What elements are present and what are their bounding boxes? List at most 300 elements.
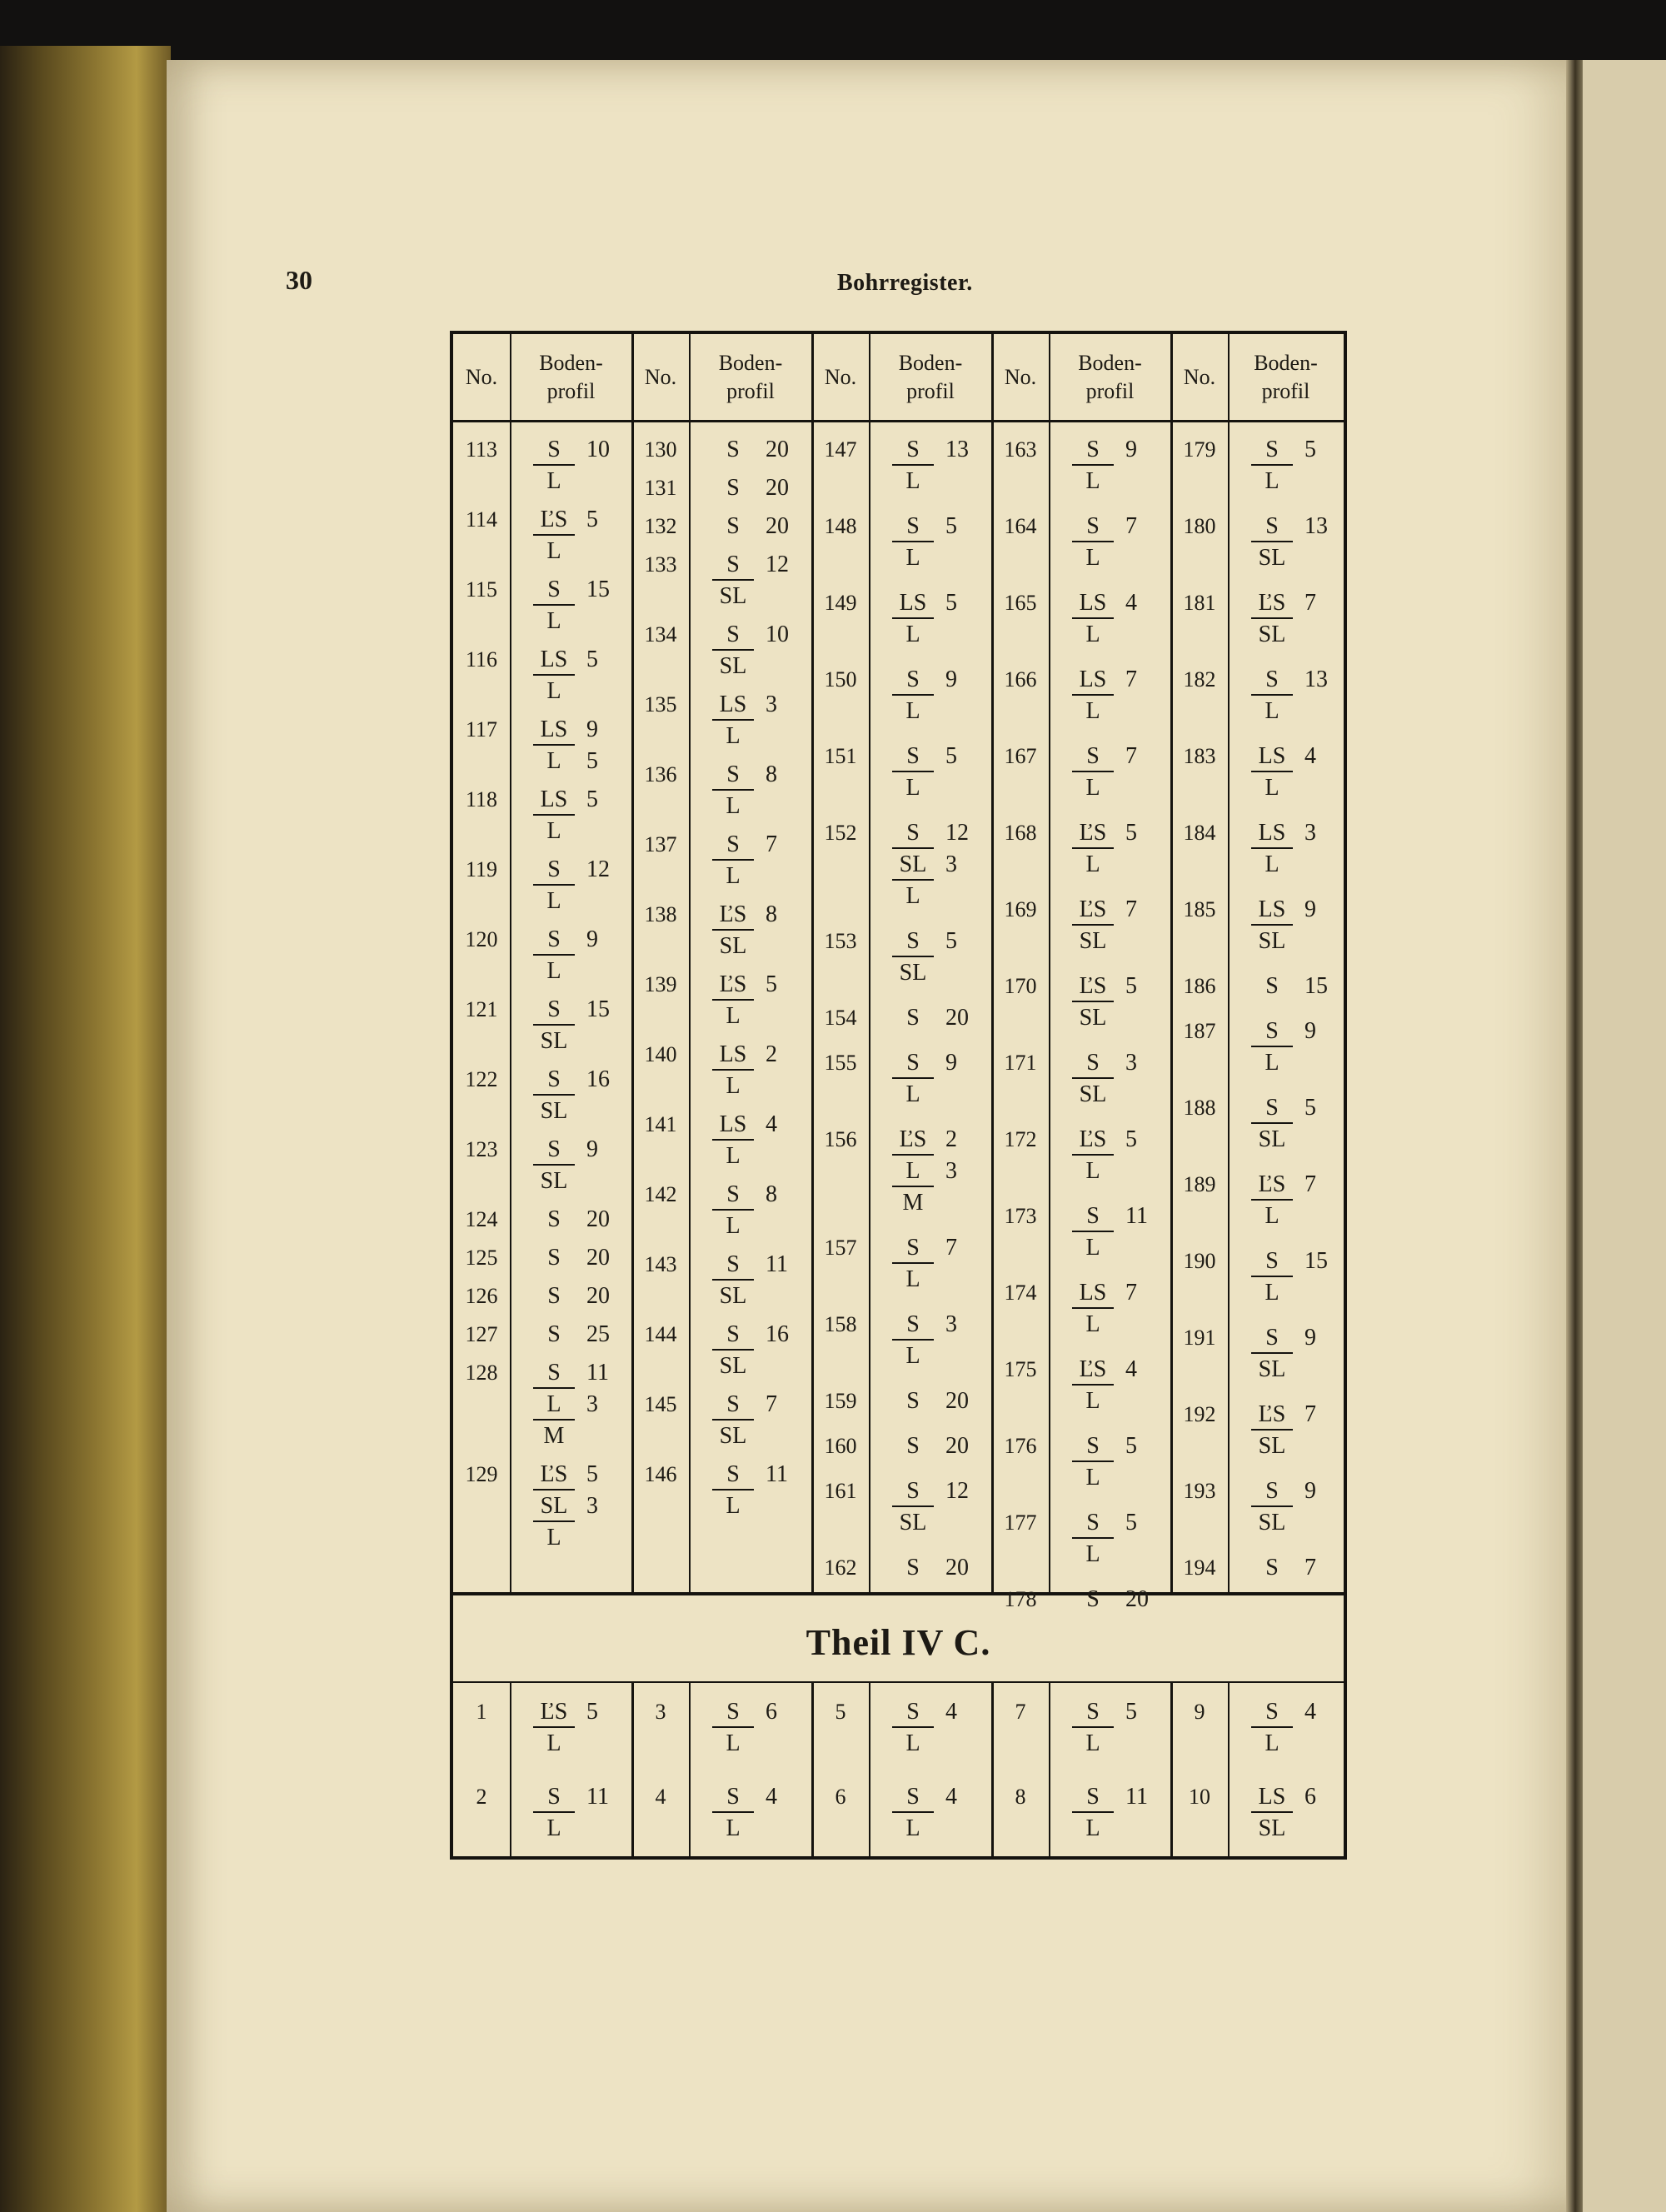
borehole-number: 148 xyxy=(824,514,857,538)
soil-layer xyxy=(706,1211,804,1242)
soil-type: M xyxy=(543,1423,565,1449)
layer-depth: 12 xyxy=(586,856,610,882)
column-rule xyxy=(1049,334,1050,1592)
header-no: No. xyxy=(465,364,498,389)
soil-layer xyxy=(1245,817,1343,849)
soil-type: S xyxy=(706,1389,761,1421)
soil-layer xyxy=(1245,772,1343,804)
borehole-number: 157 xyxy=(824,1236,857,1260)
soil-layer xyxy=(885,1507,984,1539)
borehole-number: 182 xyxy=(1183,667,1216,692)
soil-type: L xyxy=(726,723,741,749)
soil-type: S xyxy=(885,1781,940,1813)
soil-layer xyxy=(706,791,804,822)
borehole-number: 116 xyxy=(465,647,498,672)
soil-type: S xyxy=(1065,1047,1120,1079)
soil-profile xyxy=(706,619,804,682)
layer-depth: 5 xyxy=(1125,1699,1137,1725)
soil-profile xyxy=(706,1319,804,1382)
header-profile xyxy=(510,334,632,420)
soil-type: L xyxy=(1085,1235,1100,1261)
part-header-rule xyxy=(453,1681,1344,1683)
soil-layer xyxy=(706,1109,804,1141)
soil-type: S xyxy=(726,475,740,501)
soil-layer xyxy=(526,924,625,956)
borehole-number: 130 xyxy=(644,437,677,462)
borehole-number: 5 xyxy=(835,1700,846,1724)
borehole-number: 2 xyxy=(476,1785,487,1809)
soil-type: S xyxy=(1245,1246,1299,1277)
soil-layer xyxy=(1065,466,1164,497)
soil-layer xyxy=(706,931,804,962)
layer-depth: 15 xyxy=(1304,1248,1328,1274)
soil-profile xyxy=(885,1696,984,1760)
soil-type: L xyxy=(885,1156,940,1187)
soil-type: LS xyxy=(706,689,761,721)
soil-profile xyxy=(885,434,984,497)
layer-depth: 6 xyxy=(766,1699,777,1725)
soil-type: S xyxy=(1265,973,1279,999)
layer-depth: 7 xyxy=(1304,1555,1316,1580)
soil-type: L xyxy=(905,883,920,909)
soil-layer xyxy=(706,1319,804,1351)
soil-profile xyxy=(1245,587,1343,651)
soil-layer xyxy=(1065,619,1164,651)
soil-layer xyxy=(885,957,984,989)
soil-type: L xyxy=(905,622,920,647)
layer-depth: 5 xyxy=(1304,437,1316,462)
borehole-number: 185 xyxy=(1183,897,1216,921)
column-rule xyxy=(510,334,511,1592)
layer-depth: 5 xyxy=(1125,973,1137,999)
header-profile xyxy=(689,334,812,420)
borehole-number: 188 xyxy=(1183,1096,1216,1120)
layer-depth: 9 xyxy=(586,926,598,952)
layer-depth: 10 xyxy=(586,437,610,462)
soil-type: SL xyxy=(719,1353,747,1379)
soil-layer xyxy=(1065,894,1164,926)
soil-layer xyxy=(885,1696,984,1728)
soil-type: L xyxy=(1085,1730,1100,1756)
soil-type: S xyxy=(1065,741,1120,772)
soil-type: S xyxy=(1065,434,1120,466)
borehole-number: 119 xyxy=(465,857,498,881)
borehole-number: 190 xyxy=(1183,1249,1216,1273)
soil-profile xyxy=(1245,1552,1343,1584)
soil-profile xyxy=(1065,971,1164,1034)
soil-type: LS xyxy=(1245,894,1299,926)
layer-depth: 7 xyxy=(1125,743,1137,769)
soil-layer xyxy=(1065,1354,1164,1386)
header-profile-line: profil xyxy=(1261,378,1310,403)
soil-profile xyxy=(1245,817,1343,881)
header-profile-line: Boden- xyxy=(1254,350,1318,375)
layer-depth: 4 xyxy=(1125,1356,1137,1382)
soil-type: L xyxy=(546,818,561,844)
borehole-number: 153 xyxy=(824,929,857,953)
borehole-number: 167 xyxy=(1004,744,1037,768)
borehole-number: 131 xyxy=(644,476,677,500)
soil-layer xyxy=(706,1696,804,1728)
borehole-number: 158 xyxy=(824,1312,857,1336)
layer-depth: 20 xyxy=(766,513,789,539)
soil-type: L xyxy=(546,748,561,774)
soil-type: LS xyxy=(1065,1277,1120,1309)
soil-type: S xyxy=(706,759,761,791)
soil-layer xyxy=(1065,1201,1164,1232)
soil-profile xyxy=(526,1064,625,1127)
soil-layer xyxy=(526,1696,625,1728)
soil-profile xyxy=(706,1179,804,1242)
soil-type: S xyxy=(1245,434,1299,466)
soil-profile xyxy=(1065,1584,1164,1615)
soil-layer xyxy=(526,1026,625,1057)
soil-layer xyxy=(526,1813,625,1845)
soil-layer xyxy=(1065,1124,1164,1156)
soil-profile xyxy=(885,1309,984,1372)
soil-type: L xyxy=(526,1389,581,1421)
borehole-number: 135 xyxy=(644,692,677,717)
soil-type: L xyxy=(726,1003,741,1029)
borehole-number: 139 xyxy=(644,972,677,996)
soil-layer xyxy=(1065,1277,1164,1309)
soil-profile xyxy=(1065,1201,1164,1264)
soil-type: SL xyxy=(1258,1126,1286,1152)
soil-profile xyxy=(526,574,625,637)
soil-type: L xyxy=(905,1266,920,1292)
borehole-number: 168 xyxy=(1004,821,1037,845)
header-no: No. xyxy=(824,364,857,389)
soil-type: L xyxy=(546,1815,561,1841)
soil-type: L xyxy=(1264,851,1279,877)
borehole-number: 115 xyxy=(465,577,498,602)
column-group-rule xyxy=(991,1683,994,1856)
soil-layer xyxy=(526,1204,625,1236)
soil-layer xyxy=(1065,1507,1164,1539)
soil-type: SL xyxy=(899,1510,927,1535)
soil-layer xyxy=(885,587,984,619)
soil-type: ĽS xyxy=(1245,587,1299,619)
layer-depth: 12 xyxy=(945,820,969,846)
layer-depth: 8 xyxy=(766,901,777,927)
borehole-number: 113 xyxy=(465,437,498,462)
layer-depth: 5 xyxy=(945,513,957,539)
borehole-number: 177 xyxy=(1004,1510,1037,1535)
soil-layer xyxy=(526,1522,625,1554)
soil-type: S xyxy=(885,1309,940,1341)
soil-type: LS xyxy=(706,1039,761,1071)
soil-layer xyxy=(526,434,625,466)
soil-layer xyxy=(1245,664,1343,696)
borehole-number: 145 xyxy=(644,1392,677,1416)
soil-layer xyxy=(706,1459,804,1490)
soil-layer xyxy=(1065,849,1164,881)
soil-layer xyxy=(1065,1813,1164,1845)
borehole-number: 114 xyxy=(465,507,498,532)
soil-type: L xyxy=(1264,1730,1279,1756)
layer-depth: 9 xyxy=(586,1136,598,1162)
soil-layer xyxy=(1065,1047,1164,1079)
borehole-number: 133 xyxy=(644,552,677,577)
layer-depth: 20 xyxy=(586,1206,610,1232)
soil-type: LS xyxy=(526,714,581,746)
soil-layer xyxy=(526,1281,625,1312)
soil-type: L xyxy=(1085,545,1100,571)
soil-type: ĽS xyxy=(706,899,761,931)
soil-type: S xyxy=(547,1283,561,1309)
column-group-rule xyxy=(1170,334,1173,1592)
soil-type: L xyxy=(905,468,920,494)
borehole-number: 125 xyxy=(465,1246,498,1270)
soil-profile xyxy=(1065,1696,1164,1760)
soil-type: LS xyxy=(706,1109,761,1141)
layer-depth: 5 xyxy=(945,590,957,616)
soil-layer xyxy=(706,1351,804,1382)
layer-depth: 3 xyxy=(1125,1050,1137,1076)
header-profile xyxy=(869,334,992,420)
layer-depth: 20 xyxy=(586,1283,610,1309)
soil-layer xyxy=(706,619,804,651)
soil-layer xyxy=(706,434,804,466)
soil-type: M xyxy=(902,1190,924,1216)
book-page-edges xyxy=(0,46,171,2212)
soil-profile xyxy=(526,644,625,707)
soil-layer xyxy=(526,1490,625,1522)
layer-depth: 7 xyxy=(1125,1280,1137,1306)
soil-type: ĽS xyxy=(526,1459,581,1490)
soil-type: LS xyxy=(1065,664,1120,696)
layer-depth: 9 xyxy=(1304,1018,1316,1044)
layer-depth: 11 xyxy=(586,1360,609,1386)
soil-layer xyxy=(885,1187,984,1219)
soil-type: S xyxy=(1065,1201,1120,1232)
borehole-number: 186 xyxy=(1183,974,1216,998)
soil-layer xyxy=(706,1389,804,1421)
soil-type: L xyxy=(1085,1311,1100,1337)
soil-type: S xyxy=(885,1475,940,1507)
soil-layer xyxy=(526,1389,625,1421)
layer-depth: 11 xyxy=(1125,1203,1148,1229)
soil-profile xyxy=(885,1232,984,1296)
soil-layer xyxy=(706,1179,804,1211)
borehole-number: 165 xyxy=(1004,591,1037,615)
soil-profile xyxy=(706,1459,804,1522)
layer-depth: 5 xyxy=(586,1461,598,1487)
soil-type: S xyxy=(706,1319,761,1351)
layer-depth: 7 xyxy=(766,1391,777,1417)
soil-type: LS xyxy=(885,587,940,619)
facing-page-edge xyxy=(1583,60,1666,2212)
soil-layer xyxy=(885,849,984,881)
soil-type: S xyxy=(547,1321,561,1347)
soil-layer xyxy=(885,696,984,727)
soil-profile xyxy=(526,714,625,777)
soil-layer xyxy=(885,1047,984,1079)
soil-type: L xyxy=(1264,1280,1279,1306)
borehole-number: 176 xyxy=(1004,1434,1037,1458)
soil-type: L xyxy=(546,888,561,914)
borehole-number: 193 xyxy=(1183,1479,1216,1503)
soil-layer xyxy=(885,1341,984,1372)
soil-type: S xyxy=(726,437,740,462)
layer-depth: 20 xyxy=(945,1388,969,1414)
soil-type: S xyxy=(1065,511,1120,542)
soil-layer xyxy=(885,1781,984,1813)
soil-type: LS xyxy=(526,784,581,816)
soil-type: ĽS xyxy=(1245,1399,1299,1431)
soil-profile xyxy=(706,511,804,542)
borehole-number: 146 xyxy=(644,1462,677,1486)
soil-type: S xyxy=(1245,1696,1299,1728)
layer-depth: 16 xyxy=(586,1066,610,1092)
soil-type: LS xyxy=(1245,817,1299,849)
soil-layer xyxy=(885,1156,984,1187)
borehole-number: 9 xyxy=(1194,1700,1205,1724)
soil-layer xyxy=(885,1475,984,1507)
soil-type: ĽS xyxy=(1065,1124,1120,1156)
borehole-number: 149 xyxy=(824,591,857,615)
borehole-number: 147 xyxy=(824,437,857,462)
soil-type: S xyxy=(526,1357,581,1389)
soil-profile xyxy=(1065,1124,1164,1187)
soil-type: SL xyxy=(540,1168,568,1194)
borehole-number: 121 xyxy=(465,997,498,1021)
column-rule xyxy=(689,1683,691,1856)
soil-type: L xyxy=(1085,1815,1100,1841)
layer-depth: 9 xyxy=(586,717,598,742)
soil-type: S xyxy=(1086,1586,1100,1612)
soil-type: SL xyxy=(885,849,940,881)
soil-type: L xyxy=(1085,851,1100,877)
soil-type: S xyxy=(706,1179,761,1211)
layer-depth: 7 xyxy=(1125,513,1137,539)
soil-type: S xyxy=(906,1433,920,1459)
soil-layer xyxy=(1065,1539,1164,1570)
soil-type: SL xyxy=(1258,545,1286,571)
soil-type: SL xyxy=(719,933,747,959)
soil-type: S xyxy=(1065,1696,1120,1728)
borehole-number: 143 xyxy=(644,1252,677,1276)
column-rule xyxy=(1228,1683,1230,1856)
soil-layer xyxy=(1245,1047,1343,1079)
soil-type: S xyxy=(885,1047,940,1079)
soil-layer xyxy=(526,854,625,886)
soil-type: SL xyxy=(1258,622,1286,647)
borehole-number: 178 xyxy=(1004,1587,1037,1611)
soil-layer xyxy=(706,861,804,892)
borehole-number: 122 xyxy=(465,1067,498,1091)
soil-profile xyxy=(526,1459,625,1554)
soil-layer xyxy=(1245,894,1343,926)
soil-profile xyxy=(885,587,984,651)
borehole-number: 117 xyxy=(465,717,498,741)
header-profile-line: profil xyxy=(546,378,596,403)
soil-profile xyxy=(1245,1399,1343,1462)
soil-type: SL xyxy=(1079,1081,1107,1107)
soil-type: S xyxy=(1245,664,1299,696)
column-rule xyxy=(510,1683,511,1856)
soil-layer xyxy=(885,619,984,651)
borehole-number: 170 xyxy=(1004,974,1037,998)
column-rule xyxy=(1049,1683,1050,1856)
soil-layer xyxy=(1245,1431,1343,1462)
soil-type: SL xyxy=(719,1283,747,1309)
layer-depth: 7 xyxy=(1304,1401,1316,1427)
header-profile xyxy=(1228,334,1344,420)
borehole-number: 151 xyxy=(824,744,857,768)
borehole-number: 189 xyxy=(1183,1172,1216,1196)
soil-layer xyxy=(1245,1781,1343,1813)
soil-type: ĽS xyxy=(1065,894,1120,926)
soil-type: SL xyxy=(526,1490,581,1522)
borehole-number: 4 xyxy=(655,1785,666,1809)
header-rule xyxy=(453,420,1344,422)
soil-profile xyxy=(1065,587,1164,651)
column-rule xyxy=(689,334,691,1592)
borehole-number: 172 xyxy=(1004,1127,1037,1151)
layer-depth: 9 xyxy=(1304,1478,1316,1504)
borehole-number: 154 xyxy=(824,1006,857,1030)
layer-depth: 20 xyxy=(1125,1586,1149,1612)
soil-layer xyxy=(706,581,804,612)
soil-type: S xyxy=(526,994,581,1026)
soil-layer xyxy=(1065,511,1164,542)
layer-depth: 11 xyxy=(1125,1784,1148,1810)
soil-layer xyxy=(1245,542,1343,574)
layer-depth: 16 xyxy=(766,1321,789,1347)
soil-layer xyxy=(885,1552,984,1584)
soil-type: L xyxy=(1085,698,1100,724)
layer-depth: 20 xyxy=(945,1433,969,1459)
soil-layer xyxy=(1065,817,1164,849)
header-profile-line: Boden- xyxy=(898,350,963,375)
borehole-number: 191 xyxy=(1183,1326,1216,1350)
soil-layer xyxy=(1245,741,1343,772)
soil-layer xyxy=(706,759,804,791)
borehole-number: 7 xyxy=(1015,1700,1026,1724)
column-group-rule xyxy=(1170,1683,1173,1856)
soil-layer xyxy=(885,817,984,849)
borehole-number: 10 xyxy=(1189,1785,1210,1809)
layer-depth: 7 xyxy=(1304,1171,1316,1197)
soil-profile xyxy=(526,434,625,497)
soil-type: ĽS xyxy=(1065,817,1120,849)
column-group-rule xyxy=(811,1683,814,1856)
soil-layer xyxy=(706,651,804,682)
soil-layer xyxy=(1065,1079,1164,1111)
soil-layer xyxy=(885,434,984,466)
borehole-number: 166 xyxy=(1004,667,1037,692)
soil-layer xyxy=(1245,1507,1343,1539)
layer-depth: 20 xyxy=(945,1555,969,1580)
soil-profile xyxy=(1245,1092,1343,1156)
soil-type: L xyxy=(726,793,741,819)
soil-layer xyxy=(706,1071,804,1102)
layer-depth: 5 xyxy=(586,507,598,532)
soil-layer xyxy=(526,714,625,746)
borehole-number: 160 xyxy=(824,1434,857,1458)
layer-depth: 4 xyxy=(766,1111,777,1137)
soil-profile xyxy=(1245,511,1343,574)
soil-type: L xyxy=(726,863,741,889)
soil-layer xyxy=(526,1459,625,1490)
soil-profile xyxy=(1065,1047,1164,1111)
borehole-number: 164 xyxy=(1004,514,1037,538)
soil-type: L xyxy=(546,1525,561,1550)
soil-type: S xyxy=(906,1555,920,1580)
soil-type: S xyxy=(1245,1016,1299,1047)
soil-profile xyxy=(526,1242,625,1274)
